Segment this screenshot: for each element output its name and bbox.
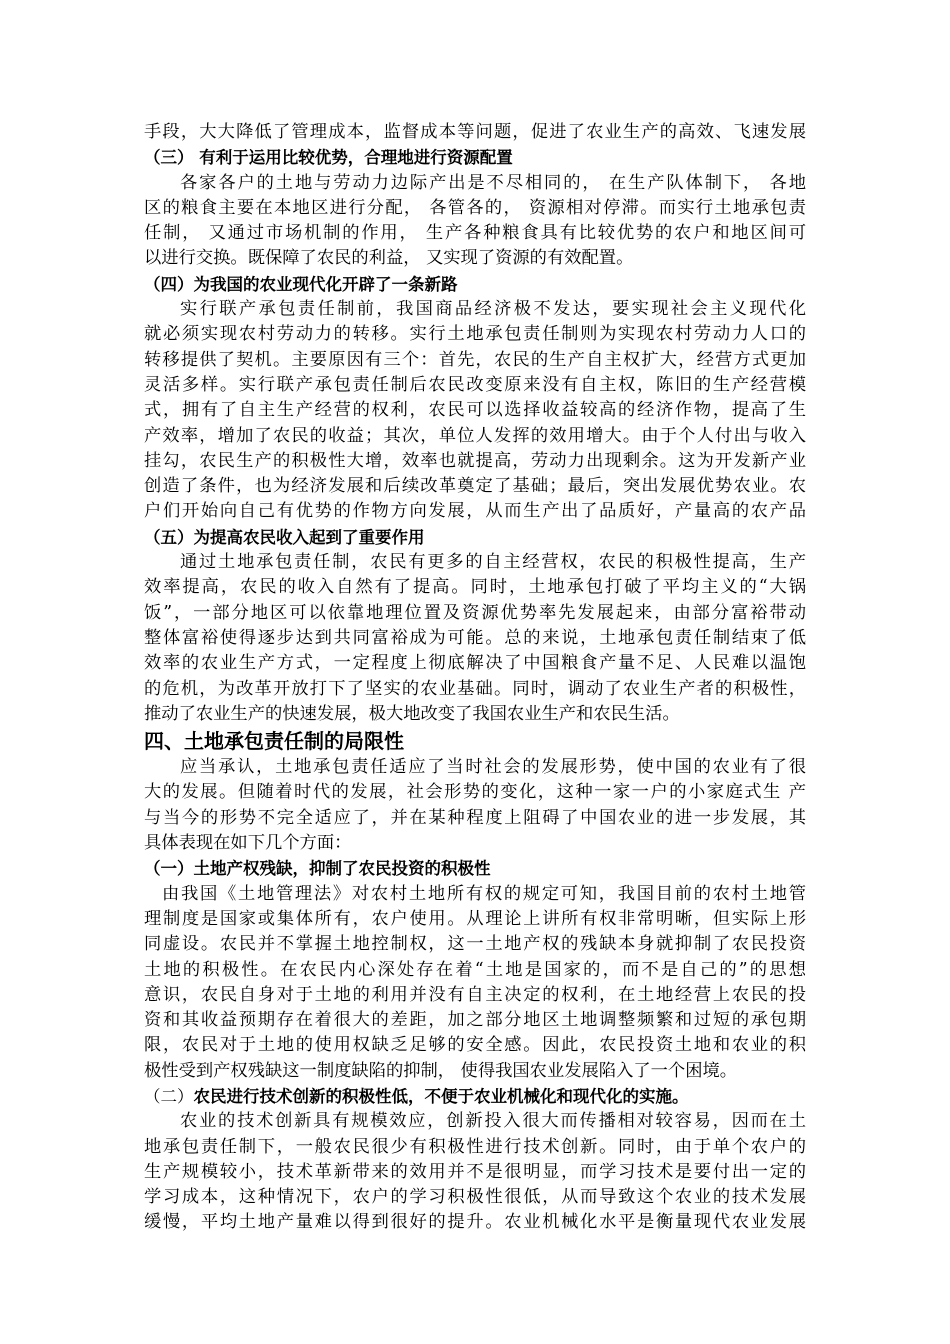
- body-line: 式，拥有了自主生产经营的权利，农民可以选择收益较高的经济作物，提高了生: [144, 400, 806, 421]
- body-line: 以进行交换。既保障了农民的利益， 又实现了资源的有效配置。: [144, 248, 634, 269]
- body-line: 灵活多样。实行联产承包责任制后农民改变原来没有自主权，陈旧的生产经营模: [144, 374, 806, 395]
- body-line: 户们开始向自己有优势的作物方向发展，从而生产出了品质好，产量高的农产品: [144, 501, 806, 522]
- body-line: 学习成本，这种情况下，农户的学习积极性很低，从而导致这个农业的技术发展: [144, 1187, 806, 1208]
- body-line: 生产规模较小，技术革新带来的效用并不是很明显，而学习技术是要付出一定的: [144, 1161, 806, 1182]
- section-heading-4: 四、土地承包责任制的局限性: [144, 729, 404, 754]
- subsection-heading-4-1: （一）土地产权残缺，抑制了农民投资的积极性: [144, 859, 491, 879]
- subsection-heading-5: （五）为提高农民收入起到了重要作用: [144, 527, 425, 547]
- paragraph-4-2: [144, 1109, 806, 1235]
- body-line: 任制， 又通过市场机制的作用， 生产各种粮食具有比较优势的农户和地区间可: [144, 223, 806, 244]
- body-line: 地承包责任制下，一般农民很少有积极性进行技术创新。同时，由于单个农户的: [144, 1136, 806, 1157]
- body-line: 区的粮食主要在本地区进行分配， 各管各的， 资源相对停滞。而实行土地承包责: [144, 197, 806, 218]
- body-line: 土地的积极性。在农民内心深处存在着“土地是国家的，而不是自己的”的思想: [144, 959, 806, 980]
- body-line: 与当今的形势不完全适应了，并在某种程度上阻碍了中国农业的进一步发展，其: [144, 807, 806, 828]
- body-line: 效率的农业生产方式，一定程度上彻底解决了中国粮食产量不足、人民难以温饱: [144, 653, 806, 674]
- heading-number: （二）: [144, 1086, 194, 1106]
- body-line: 挂勾，农民生产的积极性大增，效率也就提高，劳动力出现剩余。这为开发新产业: [144, 450, 806, 471]
- body-line: 转移提供了契机。主要原因有三个：首先，农民的生产自主权扩大，经营方式更加: [144, 349, 806, 370]
- body-line: 创造了条件，也为经济发展和后续改革奠定了基础；最后，突出发展优势农业。农: [144, 476, 806, 497]
- body-line: 大的发展。但随着时代的发展，社会形势的变化，这种一家一户的小家庭式生 产: [144, 782, 806, 803]
- body-line: 同虚设。农民并不掌握土地控制权，这一土地产权的残缺本身就抑制了农民投资: [144, 934, 806, 955]
- body-line: 推动了农业生产的快速发展，极大地改变了我国农业生产和农民生活。: [144, 703, 680, 724]
- body-line: 农业的技术创新具有规模效应，创新投入很大而传播相对较容易，因而在土: [180, 1111, 806, 1132]
- body-line: 产效率，增加了农民的收益；其次，单位人发挥的效用增大。由于个人付出与收入: [144, 425, 806, 446]
- body-line: 整体富裕使得逐步达到共同富裕成为可能。总的来说，土地承包责任制结束了低: [144, 627, 806, 648]
- heading-text: 农民进行技术创新的积极性低，不便于农业机械化和现代化的实施。: [193, 1086, 689, 1106]
- body-line: 应当承认，土地承包责任适应了当时社会的发展形势，使中国的农业有了很: [180, 757, 806, 778]
- paragraph-4-1: [144, 882, 806, 1084]
- subsection-heading-4-2: [144, 1084, 806, 1109]
- body-line: 实行联产承包责任制前，我国商品经济极不发达，要实现社会主义现代化: [180, 299, 806, 320]
- body-line: 就必须实现农村劳动力的转移。实行土地承包责任制则为实现农村劳动力人口的: [144, 324, 806, 345]
- body-line: 通过土地承包责任制，农民有更多的自主经营权，农民的积极性提高，生产: [180, 552, 806, 573]
- body-line: 由我国《土地管理法》对农村土地所有权的规定可知，我国目前的农村土地管: [162, 883, 806, 904]
- body-line: 资和其收益预期存在着很大的差距，加之部分地区土地调整频繁和过短的承包期: [144, 1010, 806, 1031]
- document-page: [144, 120, 806, 1236]
- section-4-intro: [144, 755, 806, 856]
- body-line: 效率提高，农民的收入自然有了提高。同时，土地承包打破了平均主义的“大锅: [144, 577, 806, 598]
- body-line: 饭”，一部分地区可以依靠地理位置及资源优势率先发展起来，由部分富裕带动: [144, 602, 806, 623]
- body-line: 极性受到产权残缺这一制度缺陷的抑制， 使得我国农业发展陷入了一个困境。: [144, 1060, 738, 1081]
- body-line: 理制度是国家或集体所有，农户使用。从理论上讲所有权非常明晰，但实际上形: [144, 908, 806, 929]
- paragraph-3: [144, 171, 806, 272]
- body-line: 各家各户的土地与劳动力边际产出是不尽相同的， 在生产队体制下， 各地: [180, 172, 806, 193]
- paragraph-4: [144, 297, 806, 525]
- body-line: 的危机，为改革开放打下了坚实的农业基础。同时，调动了农业生产者的积极性，: [144, 678, 806, 699]
- subsection-heading-3: （三） 有利于运用比较优势，合理地进行资源配置: [144, 148, 513, 168]
- body-line: 限，农民对于土地的使用权缺乏足够的安全感。因此，农民投资土地和农业的积: [144, 1035, 806, 1056]
- body-line: 具体表现在如下几个方面：: [144, 833, 352, 854]
- paragraph-5: [144, 550, 806, 727]
- body-line: 手段，大大降低了管理成本，监督成本等问题，促进了农业生产的高效、飞速发展: [144, 122, 806, 142]
- body-line: 缓慢，平均土地产量难以得到很好的提升。农业机械化水平是衡量现代农业发展: [144, 1212, 806, 1233]
- body-line: 意识，农民自身对于土地的利用并没有自主决定的权利，在土地经营上农民的投: [144, 984, 806, 1005]
- subsection-heading-4: （四）为我国的农业现代化开辟了一条新路: [144, 274, 458, 294]
